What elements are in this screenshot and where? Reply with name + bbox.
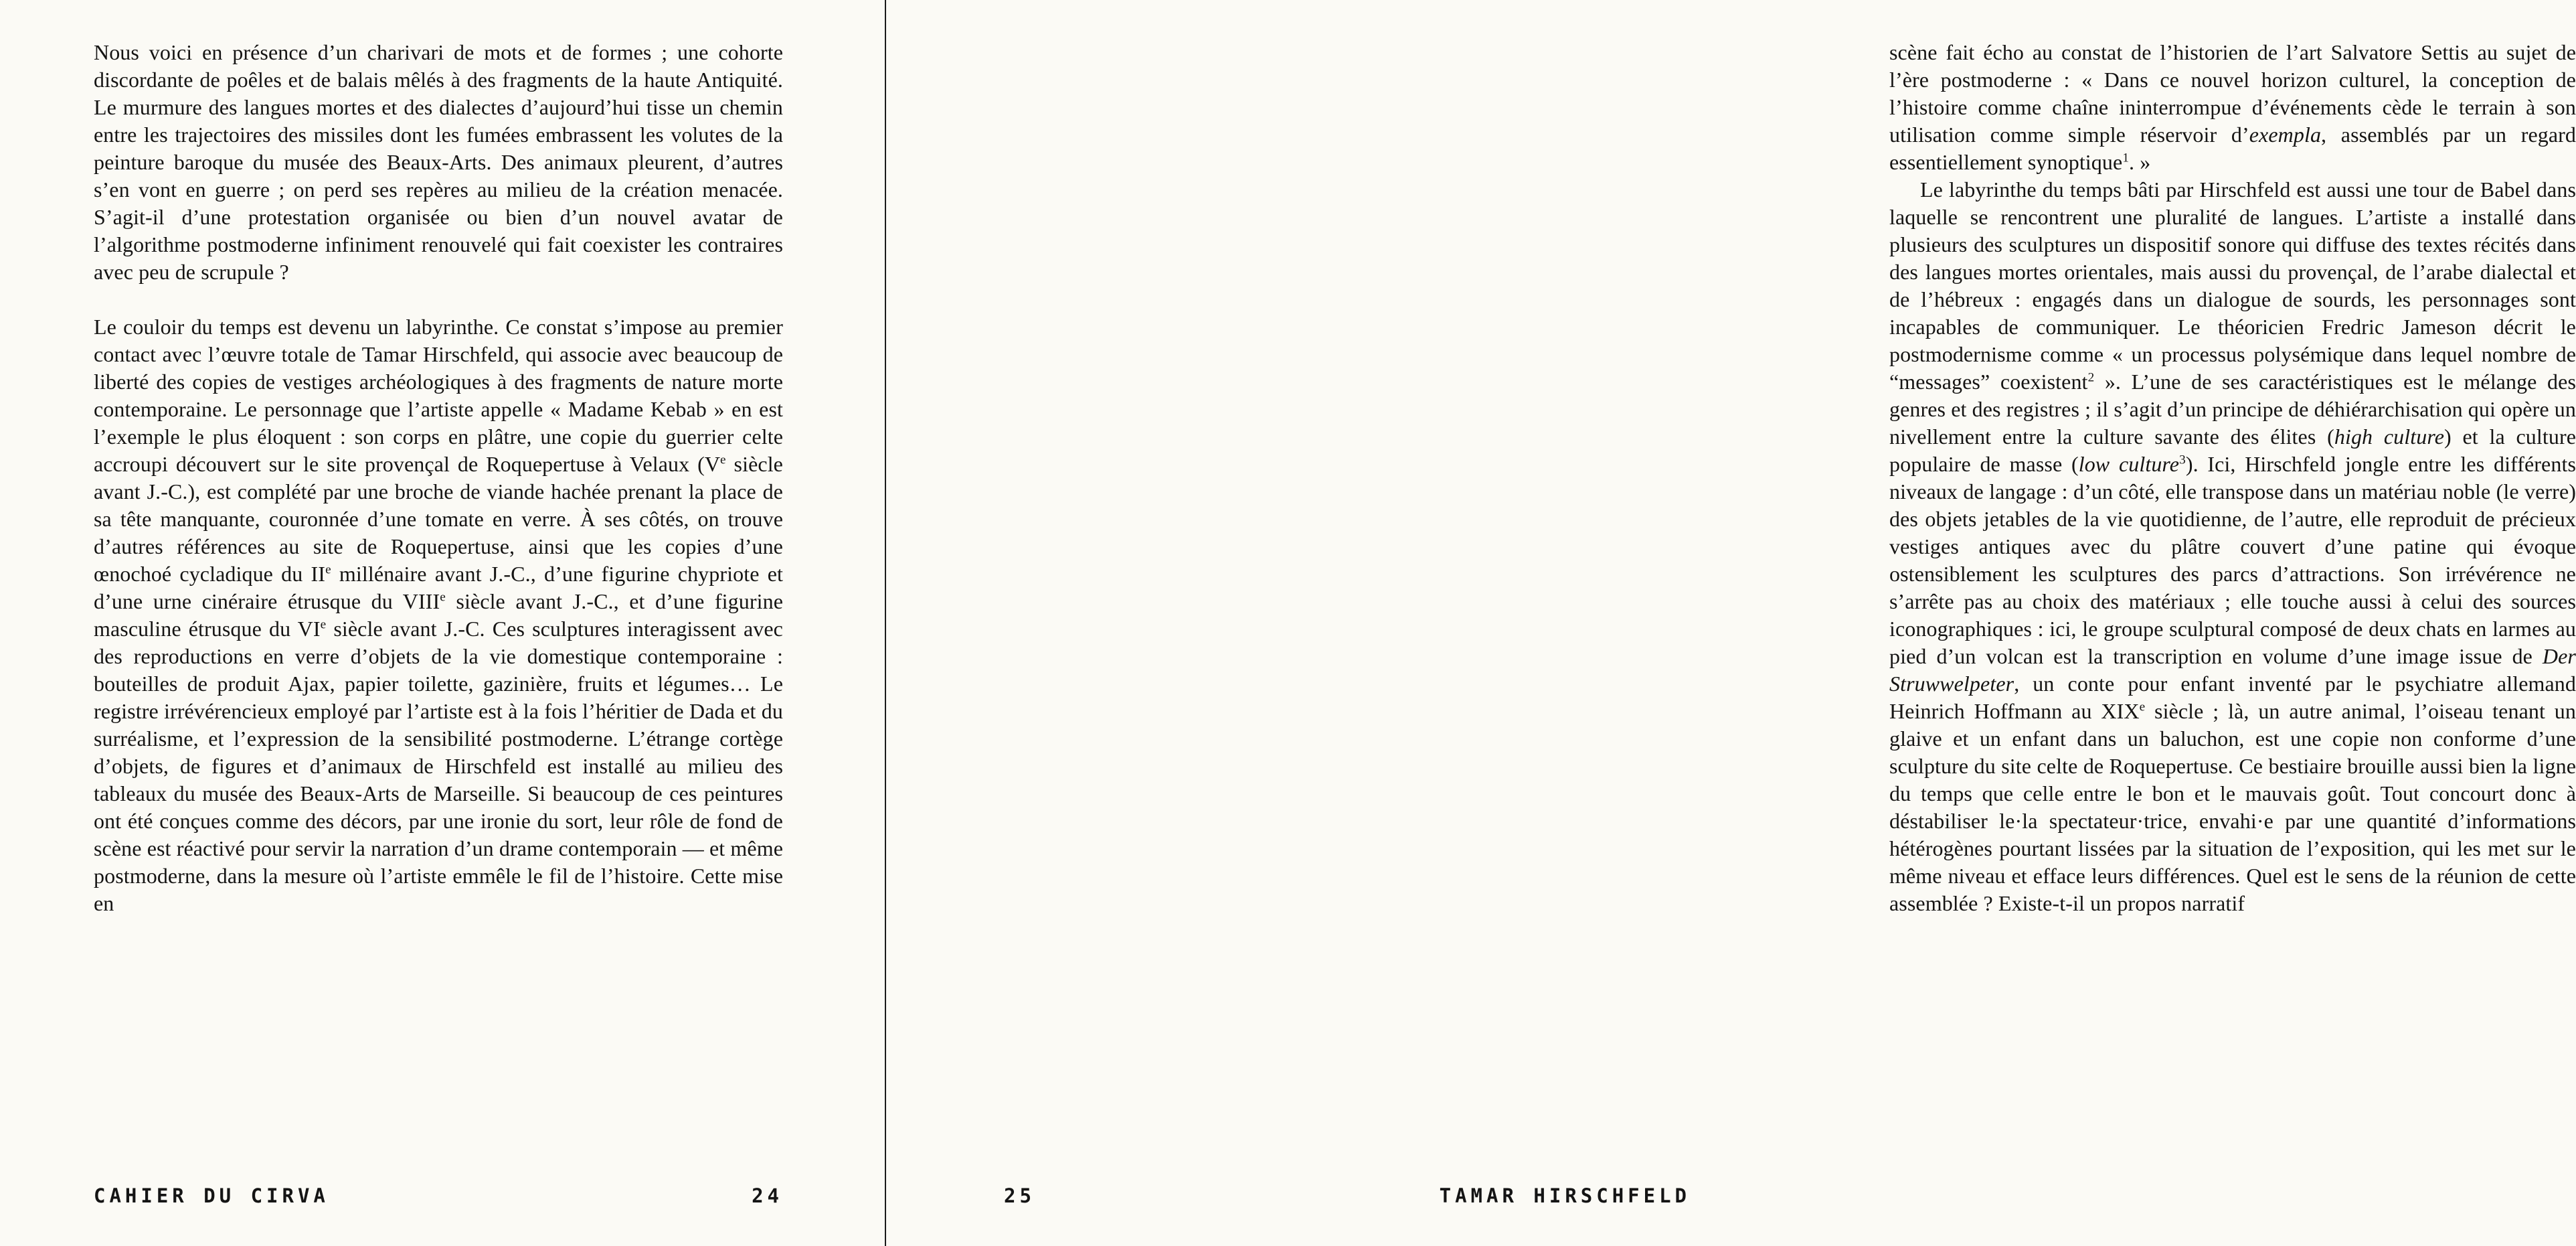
paragraph: scène fait écho au constat de l’historien de l’art Salvatore Settis au sujet de l’ère postmoderne : « Dans ce nouvel horizon culturel, la conception de l’histoire comme chaîne ininterrompue d’événements cède le terrain à son utilisation comme simple réservoir d’exempla, assemblés par un regard essentiellement synoptique$^1$. » bbox=[1889, 40, 2576, 174]
paragraph: Nous voici en présence d’un charivari de mots et de formes ; une cohorte discordante de poêles et de balais mêlés à des fragments de la haute Antiquité. Le murmure des langues mortes et des dialectes d’aujourd’hui tisse un chemin entre les trajectoires des missiles dont les fumées embrassent les volutes de la peinture baroque du musée des Beaux-Arts. Des animaux pleurent, d’autres s’en vont en guerre ; on perd ses repères au milieu de la création menacée. S’agit-il d’une protestation organisée ou bien d’un nouvel avatar de l’algorithme postmoderne infiniment renouvelé qui fait coexister les contraires avec peu de scrupule ? bbox=[94, 40, 783, 284]
footer-left-page bbox=[94, 1184, 783, 1207]
page-left bbox=[0, 0, 885, 1246]
running-title-cahier: CAHIER DU CIRVA bbox=[94, 1184, 329, 1207]
page-number-25: 25 bbox=[1004, 1184, 1035, 1207]
paragraph: Le couloir du temps est devenu un labyrinthe. Ce constat s’impose au premier contact avec l’œuvre totale de Tamar Hirschfeld, qui associe avec beaucoup de liberté des copies de vestiges archéologiques à des fragments de nature morte contemporaine. Le personnage que l’artiste appelle « Madame Kebab » en est l’exemple le plus éloquent : son corps en plâtre, une copie du guerrier celte accroupi découvert sur le site provençal de Roquepertuse à Velaux (Ve siècle avant J.-C.), est complété par une broche de viande hachée prenant la place de sa tête manquante, couronnée d’une tomate en verre. À ses côtés, on trouve d’autres références au site de Roquepertuse, ainsi que les copies d’une œnochoé cycladique du IIe millénaire avant J.-C., d’une figurine chypriote et d’une urne cinéraire étrusque du VIIIe siècle avant J.-C., et d’une figurine masculine étrusque du VIe siècle avant J.-C. Ces sculptures interagissent avec des reproductions en verre d’objets de la vie domestique contemporaine : bouteilles de produit Ajax, papier toilette, gazinière, fruits et légumes… Le registre irrévérencieux employé par l’artiste est à la fois l’héritier de Dada et du surréalisme, et l’expression de la sensibilité postmoderne. L’étrange cortège d’objets, de figures et d’animaux de Hirschfeld est installé au milieu des tableaux du musée des Beaux-Arts de Marseille. Si beaucoup de ces peintures ont été conçues comme des décors, par une ironie du sort, leur rôle de fond de scène est réactivé pour servir la narration d’un drame contemporain — et même postmoderne, dans la mesure où l’artiste emmêle le fil de l’histoire. Cette mise en bbox=[94, 315, 783, 915]
running-title-author: TAMAR HIRSCHFELD bbox=[1439, 1184, 1691, 1207]
page-left-text-column bbox=[94, 39, 783, 917]
page-right-text-column bbox=[1889, 39, 2576, 917]
page-number-24: 24 bbox=[752, 1184, 783, 1207]
paragraph: Le labyrinthe du temps bâti par Hirschfeld est aussi une tour de Babel dans laquelle se rencontrent une pluralité de langues. L’artiste a installé dans plusieurs des sculptures un dispositif sonore qui diffuse des textes récités dans des langues mortes orientales, mais aussi du provençal, de l’arabe dialectal et de l’hébreux : engagés dans un dialogue de sourds, les personnages sont incapables de communiquer. Le théoricien Fredric Jameson décrit le postmodernisme comme « un processus polysémique dans lequel nombre de “messages” coexistent$^2$ ». L’une de ses caractéristiques est le mélange des genres et des registres ; il s’agit d’un principe de déhiérarchisation qui opère un nivellement entre la culture savante des élites (high culture) et la culture populaire de masse (low culture$^3$). Ici, Hirschfeld jongle entre les différents niveaux de langage : d’un côté, elle transpose dans un matériau noble (le verre) des objets jetables de la vie quotidienne, de l’autre, elle reproduit de précieux vestiges antiques avec du plâtre couvert d’une patine qui évoque ostensiblement les sculptures des parcs d’attractions. Son irrévérence ne s’arrête pas au choix des matériaux ; elle touche aussi à celui des sources iconographiques : ici, le groupe sculptural composé de deux chats en larmes au pied d’un volcan est la transcription en volume d’une image issue de Der Struwwelpeter, un conte pour enfant inventé par le psychiatre allemand Heinrich Hoffmann au XIXe siècle ; là, un autre animal, l’oiseau tenant un glaive et un enfant dans un baluchon, est une copie non conforme d’une sculpture du site celte de Roquepertuse. Ce bestiaire brouille aussi bien la ligne du temps que celle entre le bon et le mauvais goût. Tout concourt donc à déstabiliser le·la spectateur·trice, envahi·e par une quantité d’informations hétérogènes pourtant lissées par la situation de l’exposition, qui les met sur le même niveau et efface leurs différences. Quel est le sens de la réunion de cette assemblée ? Existe-t-il un propos narratif bbox=[1889, 177, 2576, 915]
footer-right-page bbox=[1004, 1184, 1691, 1207]
page-right bbox=[885, 0, 2576, 1246]
